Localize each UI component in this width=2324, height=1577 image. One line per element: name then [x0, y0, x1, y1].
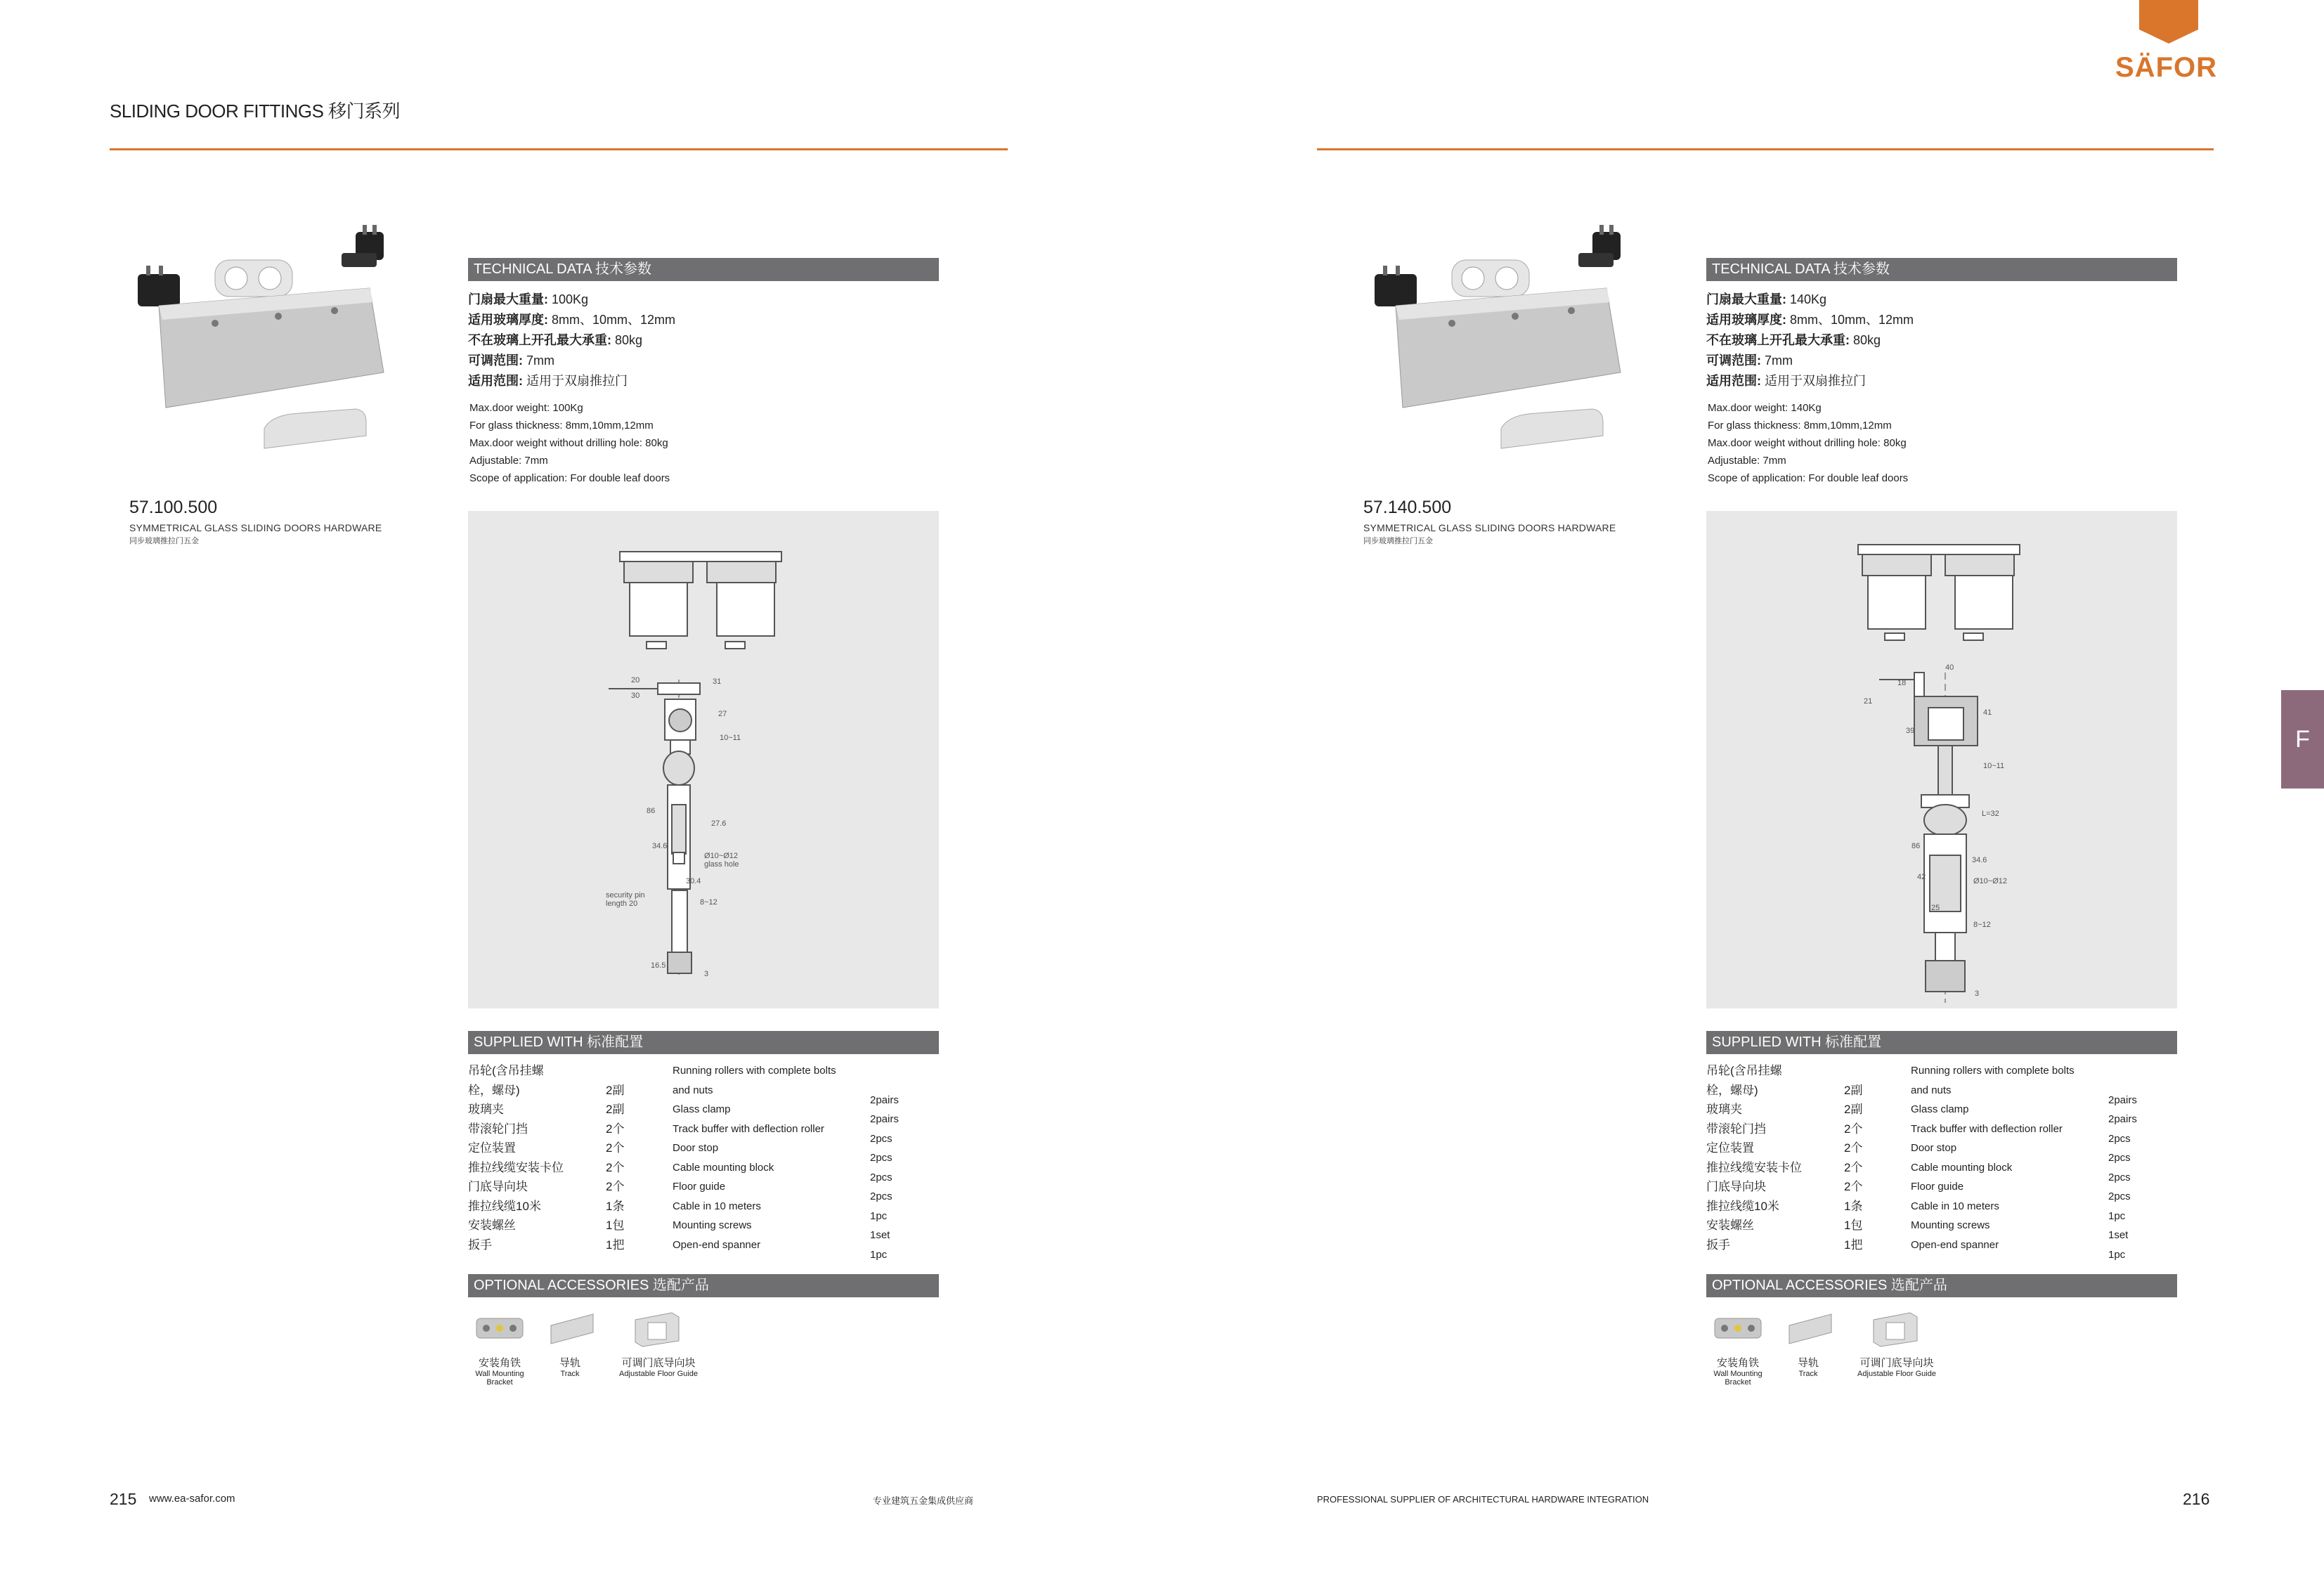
list-item: 推拉线缆安装卡位 [1706, 1160, 1802, 1174]
list-item: 1pc [870, 1248, 888, 1261]
product-photo-right [1368, 225, 1635, 457]
list-item: 1pc [2108, 1209, 2126, 1222]
dim-label: 30.4 [686, 877, 701, 885]
list-item: 2个 [606, 1122, 625, 1136]
supplied-list-left [468, 1061, 939, 1265]
tech-cn-row: 门扇最大重量: 100Kg [468, 292, 589, 306]
accessory-en: Wall Mounting [1713, 1370, 1763, 1378]
product-desc-en-right: SYMMETRICAL GLASS SLIDING DOORS HARDWARE [1363, 522, 1616, 533]
drawing-right-svg [1706, 511, 2177, 1008]
list-item: 2个 [1844, 1141, 1863, 1155]
track-icon [548, 1311, 597, 1346]
list-item: 栓，螺母) [468, 1083, 520, 1097]
accessory-track-left [545, 1355, 595, 1378]
dim-label: Ø10~Ø12 [1973, 877, 2008, 885]
list-item: 2pairs [2108, 1113, 2137, 1125]
list-item: Mounting screws [1911, 1219, 1990, 1231]
dim-label: 86 [1911, 842, 1921, 850]
dim-label: 34.6 [1972, 856, 1987, 864]
accessory-en: Wall Mounting [475, 1370, 524, 1378]
dim-label: 41 [1983, 708, 1992, 717]
dim-label: 86 [647, 807, 656, 815]
floor-guide-icon [1871, 1310, 1920, 1348]
tech-en-row: Adjustable: 7mm [469, 455, 548, 467]
tech-en-row: Scope of application: For double leaf doors [469, 472, 670, 484]
list-item: Cable mounting block [673, 1161, 774, 1174]
header-rule-left [110, 148, 1008, 150]
product-code-right: 57.140.500 [1363, 498, 1452, 517]
list-item: 2pcs [2108, 1132, 2131, 1145]
list-item: 带滚轮门挡 [1706, 1122, 1766, 1136]
list-item: 2pcs [870, 1171, 892, 1183]
tech-en-row: Scope of application: For double leaf doors [1708, 472, 1909, 484]
list-item: 2副 [606, 1103, 625, 1116]
tech-en-row: Max.door weight: 100Kg [469, 402, 583, 414]
list-item: 推拉线缆安装卡位 [468, 1160, 564, 1174]
list-item: 推拉线缆10米 [1706, 1199, 1779, 1213]
footer-slogan-en: PROFESSIONAL SUPPLIER OF ARCHITECTURAL HARDWARE INTEGRATION [1317, 1494, 1649, 1505]
wall-bracket-icon [475, 1314, 524, 1345]
supplied-en-col [673, 1061, 836, 1254]
list-item: 1pc [2108, 1248, 2126, 1261]
list-item: 1包 [606, 1219, 625, 1232]
dim-label: 25 [1931, 904, 1940, 912]
product-desc-en-left: SYMMETRICAL GLASS SLIDING DOORS HARDWARE [129, 522, 382, 533]
list-item: 1pc [870, 1209, 888, 1222]
list-item: and nuts [673, 1084, 713, 1096]
list-item: 1条 [606, 1199, 625, 1213]
list-item: 2个 [606, 1180, 625, 1193]
list-item: Door stop [673, 1142, 719, 1154]
list-item: Running rollers with complete bolts [673, 1065, 836, 1077]
list-item: 1把 [606, 1238, 625, 1252]
accessory-cn: 导轨 [1797, 1357, 1819, 1369]
track-icon [1786, 1311, 1836, 1346]
accessory-cn: 可调门底导向块 [1859, 1357, 1934, 1369]
list-item: 扳手 [1706, 1238, 1730, 1252]
list-item: Cable mounting block [1911, 1161, 2013, 1174]
optional-bar-right: OPTIONAL ACCESSORIES 选配产品 [1706, 1274, 2177, 1297]
list-item: 2pcs [870, 1152, 892, 1164]
list-item: Open-end spanner [673, 1238, 761, 1251]
tech-cn-row: 适用范围: 适用于双扇推拉门 [1706, 374, 1867, 388]
accessory-cn: 安装角铁 [478, 1357, 521, 1369]
dim-label: 40 [1945, 663, 1954, 672]
list-item: 1包 [1844, 1219, 1863, 1232]
tech-cn-row: 门扇最大重量: 140Kg [1706, 292, 1827, 306]
list-item: 1把 [1844, 1238, 1863, 1252]
list-item: 2副 [1844, 1083, 1863, 1097]
supplied-bar-left: SUPPLIED WITH 标准配置 [468, 1031, 939, 1054]
tech-data-bar-left: TECHNICAL DATA 技术参数 [468, 258, 939, 281]
tech-cn-row: 可调范围: 7mm [1706, 353, 1793, 368]
accessory-track-right [1784, 1355, 1833, 1378]
supplied-cn-col [1706, 1061, 1802, 1254]
tech-data-bar-right: TECHNICAL DATA 技术参数 [1706, 258, 2177, 281]
product-desc-cn-right: 同步玻璃推拉门五金 [1363, 537, 1433, 545]
tech-en-row: For glass thickness: 8mm,10mm,12mm [1708, 420, 1892, 431]
list-item: 2个 [606, 1141, 625, 1155]
dim-label: 18 [1897, 679, 1907, 687]
wall-bracket-icon [1713, 1314, 1763, 1345]
list-item: 吊轮(含吊挂螺 [1706, 1064, 1782, 1077]
dim-label: 10~11 [1983, 762, 2005, 770]
list-item: 栓，螺母) [1706, 1083, 1758, 1097]
dim-label: 39 [1906, 727, 1915, 735]
tech-cn-right [1706, 290, 1914, 391]
accessory-cn: 导轨 [559, 1357, 580, 1369]
list-item: 1set [870, 1229, 890, 1241]
tech-cn-row: 不在玻璃上开孔最大承重: 80kg [468, 333, 643, 347]
page-number-right: 216 [2183, 1490, 2210, 1508]
dim-label: 34.6 [652, 842, 668, 850]
list-item: Running rollers with complete bolts [1911, 1065, 2075, 1077]
dim-label: 42 [1917, 873, 1926, 881]
accessory-wall-bracket-left [461, 1355, 538, 1387]
list-item: 扳手 [468, 1238, 492, 1252]
list-item: Track buffer with deflection roller [673, 1122, 824, 1135]
accessory-en: Adjustable Floor Guide [619, 1370, 698, 1378]
tech-cn-row: 不在玻璃上开孔最大承重: 80kg [1706, 333, 1881, 347]
accessory-cn: 可调门底导向块 [621, 1357, 696, 1369]
tech-en-right [1708, 399, 1908, 487]
list-item: Mounting screws [673, 1219, 752, 1231]
accessory-cn: 安装角铁 [1716, 1357, 1759, 1369]
dim-label: 27.6 [711, 819, 727, 828]
list-item: Glass clamp [673, 1103, 731, 1115]
header-rule-right [1317, 148, 2214, 150]
tech-en-row: Max.door weight without drilling hole: 80kg [469, 437, 668, 449]
list-item: 带滚轮门挡 [468, 1122, 528, 1136]
brand-logo-icon [2139, 0, 2198, 44]
list-item: 定位装置 [1706, 1141, 1754, 1155]
list-item: Cable in 10 meters [1911, 1200, 1999, 1212]
supplied-en-col [1911, 1061, 2075, 1254]
supplied-qty-cn-col [606, 1061, 624, 1254]
dim-label: 16.5 [651, 961, 666, 970]
tech-en-row: For glass thickness: 8mm,10mm,12mm [469, 420, 654, 431]
dim-label: 21 [1864, 697, 1873, 706]
list-item: 2pcs [870, 1132, 892, 1145]
list-item: 玻璃夹 [1706, 1103, 1742, 1116]
product-desc-cn-left: 同步玻璃推拉门五金 [129, 537, 199, 545]
list-item: 吊轮(含吊挂螺 [468, 1064, 544, 1077]
list-item: 2个 [1844, 1122, 1863, 1136]
dim-label: 31 [713, 677, 722, 686]
accessory-floor-guide-left [606, 1355, 711, 1378]
dim-label: 3 [704, 970, 709, 978]
page-number-left: 215 [110, 1490, 137, 1508]
dim-label: 20 [631, 676, 640, 684]
list-item: 2pcs [2108, 1152, 2131, 1164]
supplied-qty-en-col [2108, 1071, 2137, 1264]
brand-name: SÄFOR [2115, 52, 2217, 83]
dim-label: 10~11 [720, 734, 741, 742]
list-item: 2pairs [870, 1093, 899, 1106]
accessory-floor-guide-right [1844, 1355, 1949, 1378]
dim-label: Ø10~Ø12 [704, 852, 739, 860]
list-item: Track buffer with deflection roller [1911, 1122, 2063, 1135]
accessory-wall-bracket-right [1699, 1355, 1777, 1387]
dim-label: glass hole [704, 860, 739, 869]
supplied-qty-cn-col [1844, 1061, 1862, 1254]
list-item: 2个 [1844, 1180, 1863, 1193]
dim-label: L=32 [1982, 810, 1999, 818]
supplied-list-right [1706, 1061, 2177, 1265]
accessory-en: Track [1798, 1370, 1818, 1378]
list-item: 2pcs [2108, 1190, 2131, 1202]
tech-cn-left [468, 290, 675, 391]
list-item: and nuts [1911, 1084, 1952, 1096]
section-tab-letter: F [2295, 725, 2310, 753]
dim-label: 8~12 [700, 898, 718, 907]
dim-label: 3 [1975, 989, 1980, 998]
tech-en-row: Adjustable: 7mm [1708, 455, 1786, 467]
list-item: 门底导向块 [468, 1180, 528, 1193]
list-item: Floor guide [673, 1181, 726, 1193]
list-item: 定位装置 [468, 1141, 516, 1155]
tech-en-row: Max.door weight without drilling hole: 80kg [1708, 437, 1907, 449]
list-item: 2pcs [2108, 1171, 2131, 1183]
tech-cn-row: 适用范围: 适用于双扇推拉门 [468, 374, 628, 388]
technical-drawing-right [1706, 511, 2177, 1008]
product-photo-left [131, 225, 398, 457]
dim-label: length 20 [606, 900, 638, 908]
accessory-en: Bracket [486, 1378, 513, 1387]
accessory-en: Track [560, 1370, 580, 1378]
tech-en-row: Max.door weight: 140Kg [1708, 402, 1822, 414]
dim-label: security pin [606, 891, 645, 900]
page-title: SLIDING DOOR FITTINGS 移门系列 [110, 100, 401, 122]
list-item: 1set [2108, 1229, 2129, 1241]
list-item: 玻璃夹 [468, 1103, 504, 1116]
list-item: 门底导向块 [1706, 1180, 1766, 1193]
list-item [2108, 1071, 2137, 1091]
list-item: Glass clamp [1911, 1103, 1969, 1115]
list-item: 1条 [1844, 1199, 1863, 1213]
supplied-bar-right: SUPPLIED WITH 标准配置 [1706, 1031, 2177, 1054]
list-item: 2pairs [2108, 1093, 2137, 1106]
list-item: 2个 [1844, 1160, 1863, 1174]
tech-en-left [469, 399, 670, 487]
tech-cn-row: 可调范围: 7mm [468, 353, 554, 368]
list-item: 安装螺丝 [1706, 1219, 1754, 1232]
drawing-left-svg [468, 511, 939, 1008]
tech-cn-row: 适用玻璃厚度: 8mm、10mm、12mm [468, 313, 676, 327]
website-link[interactable]: www.ea-safor.com [149, 1493, 235, 1505]
list-item: Open-end spanner [1911, 1238, 1999, 1251]
technical-drawing-left [468, 511, 939, 1008]
optional-bar-left: OPTIONAL ACCESSORIES 选配产品 [468, 1274, 939, 1297]
supplied-cn-col [468, 1061, 564, 1254]
list-item: 推拉线缆10米 [468, 1199, 541, 1213]
tech-cn-row: 适用玻璃厚度: 8mm、10mm、12mm [1706, 313, 1914, 327]
list-item: 安装螺丝 [468, 1219, 516, 1232]
list-item [870, 1071, 899, 1091]
list-item: 2个 [606, 1160, 625, 1174]
dim-label: 8~12 [1973, 921, 1991, 929]
product-code-left: 57.100.500 [129, 498, 218, 517]
list-item: 2pairs [870, 1113, 899, 1125]
accessory-en: Adjustable Floor Guide [1857, 1370, 1936, 1378]
accessory-en: Bracket [1725, 1378, 1751, 1387]
list-item: 2pcs [870, 1190, 892, 1202]
supplied-qty-en-col [870, 1071, 899, 1264]
list-item: Cable in 10 meters [673, 1200, 761, 1212]
list-item: Floor guide [1911, 1181, 1964, 1193]
list-item [606, 1061, 624, 1081]
section-tab [2281, 690, 2324, 788]
footer-slogan-cn: 专业建筑五金集成供应商 [873, 1495, 974, 1506]
floor-guide-icon [632, 1310, 682, 1348]
dim-label: 30 [631, 692, 640, 700]
list-item: 2副 [606, 1083, 625, 1097]
list-item: Door stop [1911, 1142, 1957, 1154]
list-item [1844, 1061, 1862, 1081]
dim-label: 27 [718, 710, 727, 718]
list-item: 2副 [1844, 1103, 1863, 1116]
